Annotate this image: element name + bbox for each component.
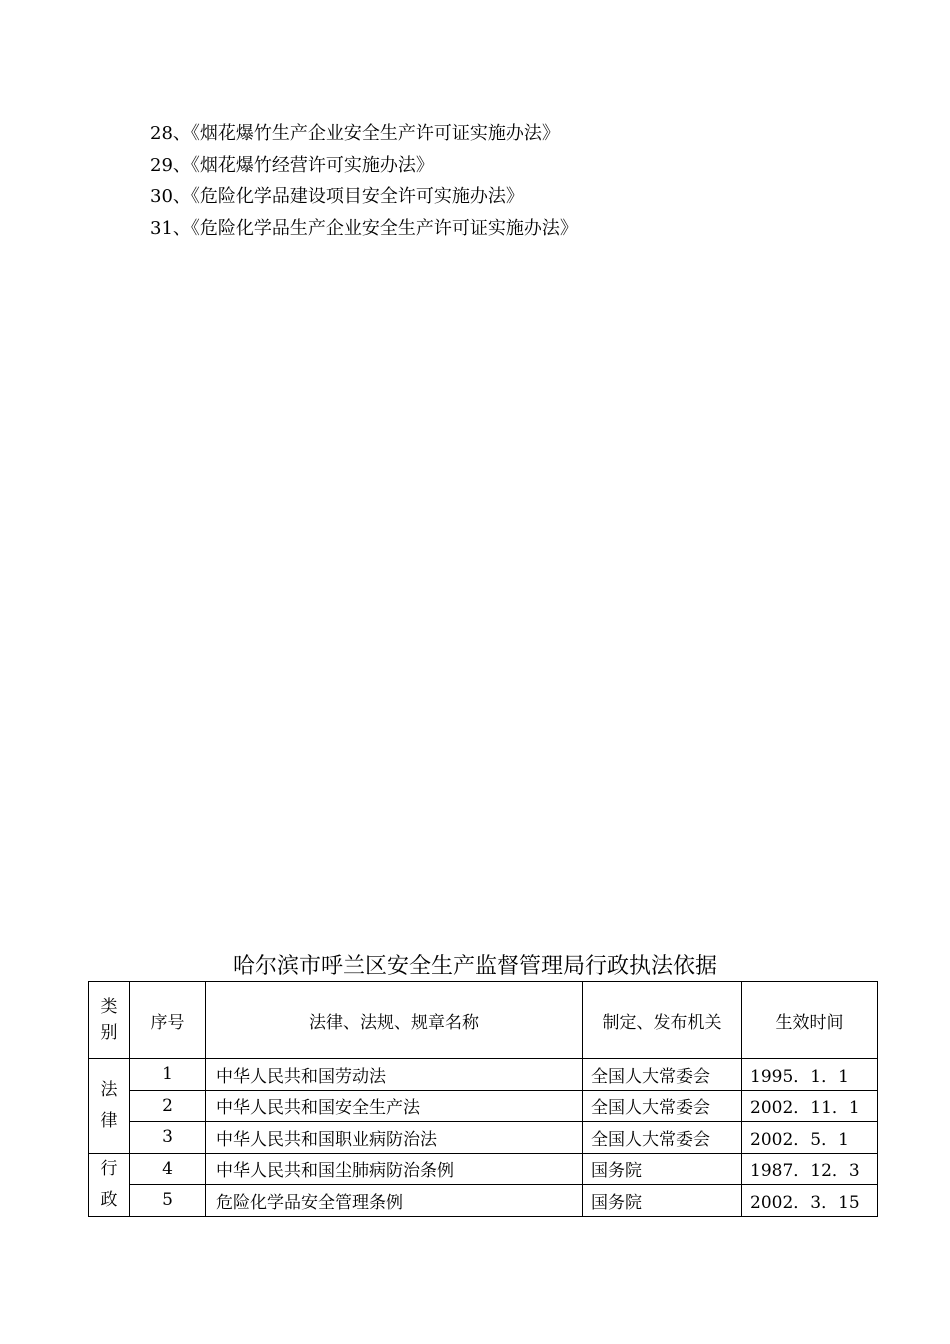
category-cell-admin-bottom: 政 bbox=[89, 1185, 130, 1217]
category-cell-law: 法 律 bbox=[89, 1059, 130, 1154]
name-cell: 危险化学品安全管理条例 bbox=[206, 1185, 583, 1217]
effective-cell: 1987．12．3 bbox=[742, 1153, 878, 1185]
effective-cell: 2002．5．1 bbox=[742, 1122, 878, 1154]
name-cell: 中华人民共和国尘肺病防治条例 bbox=[206, 1153, 583, 1185]
name-cell: 中华人民共和国职业病防治法 bbox=[206, 1122, 583, 1154]
law-basis-table bbox=[88, 981, 878, 1217]
header-seq: 序号 bbox=[130, 982, 206, 1059]
seq-cell: 1 bbox=[130, 1059, 206, 1091]
list-item: 31、《危险化学品生产企业安全生产许可证实施办法》 bbox=[150, 217, 578, 239]
header-name: 法律、法规、规章名称 bbox=[206, 982, 583, 1059]
header-issuer: 制定、发布机关 bbox=[583, 982, 742, 1059]
table-row bbox=[89, 1059, 878, 1091]
issuer-cell: 国务院 bbox=[583, 1185, 742, 1217]
effective-cell: 2002．3．15 bbox=[742, 1185, 878, 1217]
list-item: 30、《危险化学品建设项目安全许可实施办法》 bbox=[150, 186, 524, 207]
issuer-cell: 国务院 bbox=[583, 1153, 742, 1185]
list-item: 28、《烟花爆竹生产企业安全生产许可证实施办法》 bbox=[150, 123, 560, 144]
name-cell: 中华人民共和国安全生产法 bbox=[206, 1090, 583, 1122]
seq-cell: 5 bbox=[130, 1185, 206, 1217]
name-cell: 中华人民共和国劳动法 bbox=[206, 1059, 583, 1091]
table-row bbox=[89, 1090, 878, 1122]
issuer-cell: 全国人大常委会 bbox=[583, 1059, 742, 1091]
table-title: 哈尔滨市呼兰区安全生产监督管理局行政执法依据 bbox=[232, 954, 717, 979]
table-row bbox=[89, 1153, 878, 1185]
issuer-cell: 全国人大常委会 bbox=[583, 1122, 742, 1154]
table-row bbox=[89, 1185, 878, 1217]
list-item: 29、《烟花爆竹经营许可实施办法》 bbox=[150, 154, 434, 176]
table-header-row bbox=[89, 982, 878, 1059]
seq-cell: 2 bbox=[130, 1090, 206, 1122]
effective-cell: 1995．1．1 bbox=[742, 1059, 878, 1091]
issuer-cell: 全国人大常委会 bbox=[583, 1090, 742, 1122]
category-cell-admin-top: 行 bbox=[89, 1153, 130, 1185]
regulation-list bbox=[150, 118, 578, 244]
effective-cell: 2002．11．1 bbox=[742, 1090, 878, 1122]
seq-cell: 3 bbox=[130, 1122, 206, 1154]
table-row bbox=[89, 1122, 878, 1154]
header-effective: 生效时间 bbox=[742, 982, 878, 1059]
header-category: 类 别 bbox=[89, 982, 130, 1059]
seq-cell: 4 bbox=[130, 1153, 206, 1185]
